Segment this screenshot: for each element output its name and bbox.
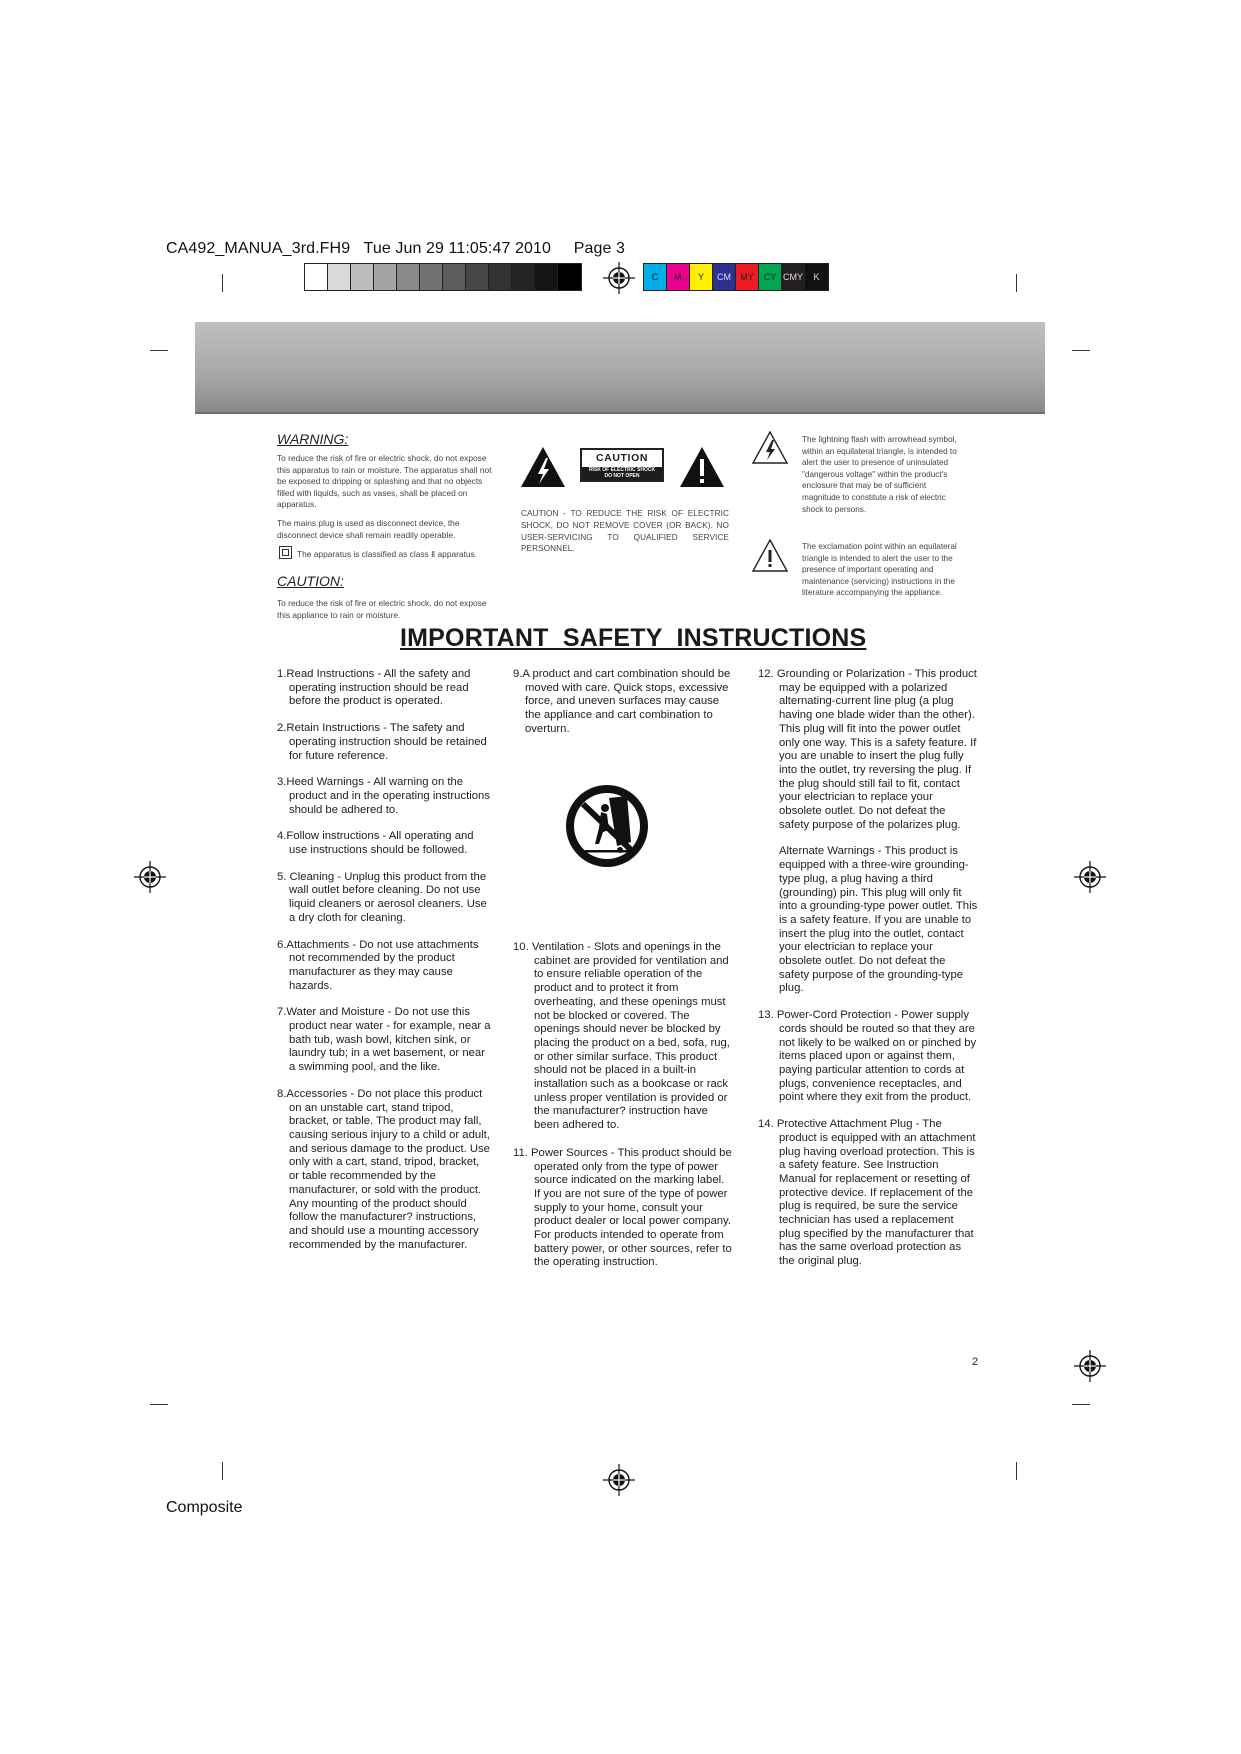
color-swatch: MY xyxy=(736,264,759,290)
print-slug-header: CA492_MANUA_3rd.FH9 Tue Jun 29 11:05:47 2010 Page 3 xyxy=(166,240,626,257)
grayscale-swatch xyxy=(443,264,466,290)
instruction-item-3: 3.Heed Warnings - All warning on the product and in the operating instructions should be adhered to. xyxy=(277,776,490,816)
instruction-item-9: 9.A product and cart combination should be moved with care. Quick stops, excessive force, and uneven surfaces may cause the appliance and cart combination to overturn. xyxy=(513,668,731,735)
instruction-item-1: 1.Read Instructions - All the safety and operating instruction should be read before the product is operated. xyxy=(277,668,471,708)
grayscale-swatch xyxy=(535,264,558,290)
caution-title: CAUTION: xyxy=(277,573,344,589)
class-ii-symbol-icon xyxy=(279,546,292,559)
instructions-column-3 xyxy=(758,668,978,1282)
header-banner xyxy=(195,322,1045,414)
crop-mark xyxy=(150,350,168,351)
crop-mark xyxy=(1016,1462,1017,1480)
registration-target-icon xyxy=(1074,1350,1106,1382)
grayscale-swatch xyxy=(328,264,351,290)
crop-mark xyxy=(1072,1404,1090,1405)
instruction-item-4: 4.Follow instructions - All operating and use instructions should be followed. xyxy=(277,830,474,857)
print-slug-footer: Composite xyxy=(166,1499,243,1516)
instruction-item-13: 13. Power-Cord Protection - Power supply cords should be routed so that they are not likely to be walked on or pinched by items placed upon or against them, paying particular attention to cords at plugs, convenience receptacles, and point where they exit from the product. xyxy=(758,1009,977,1104)
color-swatch: K xyxy=(805,264,828,290)
page-number: 2 xyxy=(972,1356,979,1368)
caution-label-title: CAUTION xyxy=(595,452,649,464)
exclamation-outline-triangle-icon xyxy=(752,539,788,572)
color-swatch: M xyxy=(667,264,690,290)
instruction-item-2: 2.Retain Instructions - The safety and operating instruction should be retained for future reference. xyxy=(277,722,487,762)
instruction-item-10: 10. Ventilation - Slots and openings in the cabinet are provided for ventilation and to ensure reliable operation of the product and to protect it from overheating, and these openings must not be blocked or covered. The openings should never be blocked by placing the product on a bed, sofa, rug, or other similar surface. This product should not be placed in a built-in installation such as a bookcase or rack unless proper ventilation is provided or the manufacturer? instruction have been adhered to. xyxy=(513,941,730,1132)
crop-mark xyxy=(222,274,223,292)
instruction-item-6: 6.Attachments - Do not use attachments not recommended by the product manufacturer as they may cause hazards. xyxy=(277,938,479,992)
instruction-item-11: 11. Power Sources - This product should be operated only from the type of power source indicated on the marking label. If you are not sure of the type of power supply to your home, consult your product dealer or local power company. For products intended to operate from battery power, or other sources, refer to the operating instruction. xyxy=(513,1146,732,1269)
page-title: IMPORTANT SAFETY INSTRUCTIONS xyxy=(400,624,867,652)
grayscale-swatch xyxy=(489,264,512,290)
instructions-column-2 xyxy=(513,668,733,750)
instruction-item-12: 12. Grounding or Polarization - This product may be equipped with a polarized alternating-current line plug (a plug having one blade wider than the other). This plug will fit into the power outlet only one way. This is a safety feature. If you are unable to insert the plug fully into the outlet, try reversing the plug. If the plug should still fail to fit, contact your electrician to replace your obsolete outlet. Do not defeat the safety purpose of the polarizes plug. xyxy=(758,668,977,831)
instructions-column-1 xyxy=(277,668,492,1265)
crop-mark xyxy=(1016,274,1017,292)
cart-tip-over-warning-icon xyxy=(565,784,649,868)
caution-label-line1: RISK OF ELECTRIC SHOCK xyxy=(588,467,656,473)
grayscale-bar xyxy=(304,263,582,291)
registration-target-icon xyxy=(603,1464,635,1496)
crop-mark xyxy=(222,1462,223,1480)
class-ii-text: The apparatus is classified as class Ⅱ apparatus. xyxy=(297,549,478,559)
grayscale-swatch xyxy=(420,264,443,290)
instruction-item-12-alternate: Alternate Warnings - This product is equipped with a three-wire grounding-type plug, a plug having a third (grounding) pin. This plug will only fit into a grounding-type power outlet. This is a safety feature. If you are unable to insert the plug into the outlet, contact your electrician to replace your obsolete outlet. Do not defeat the safety purpose of the grounding-type plug. xyxy=(779,845,978,995)
caution-label-text: CAUTION - TO REDUCE THE RISK OF ELECTRIC SHOCK, DO NOT REMOVE COVER (OR BACK). NO USER-SERVICING TO QUALIFIED SERVICE PERSONNEL. xyxy=(521,509,729,554)
color-swatch: Y xyxy=(690,264,713,290)
color-swatch: CMY xyxy=(782,264,805,290)
lightning-triangle-icon xyxy=(520,446,566,488)
caution-label-subtext xyxy=(582,467,662,480)
color-swatch: CM xyxy=(713,264,736,290)
exclamation-triangle-icon xyxy=(679,446,725,488)
instruction-item-7: 7.Water and Moisture - Do not use this product near water - for example, near a bath tub, wash bowl, kitchen sink, or laundry tub; in a wet basement, or near a swimming pool, and the like. xyxy=(277,1006,491,1074)
instruction-item-5: 5. Cleaning - Unplug this product from the wall outlet before cleaning. Do not use liquid cleaners or aerosol cleaners. Use a dry cloth for cleaning. xyxy=(277,870,487,924)
exclamation-symbol-text: The exclamation point within an equilateral triangle is intended to alert the user to the presence of important operating and maintenance (servicing) instructions in the literature accompanying the appliance. xyxy=(802,542,957,598)
color-swatch: C xyxy=(644,264,667,290)
grayscale-swatch xyxy=(397,264,420,290)
caution-text: To reduce the risk of fire or electric shock, do not expose this appliance to rain or moisture. xyxy=(277,598,487,620)
caution-label xyxy=(580,448,664,482)
registration-target-icon xyxy=(603,262,635,294)
registration-target-icon xyxy=(1074,861,1106,893)
instruction-item-14: 14. Protective Attachment Plug - The product is equipped with an attachment plug having overload protection. This is a safety feature. See Instruction Manual for replacement or resetting of protective device. If replacement of the plug is required, be sure the service technician has used a replacement plug specified by the manufacturer that has the same overload protection as the original plug. xyxy=(758,1118,976,1268)
lightning-symbol-text: The lightning flash with arrowhead symbol, within an equilateral triangle, is intended to alert the user to presence of uninsulated "dangerous voltage" within the product's enclosure that may be of sufficient magnitude to constitute a risk of electric shock to persons. xyxy=(802,435,957,514)
registration-target-icon xyxy=(134,861,166,893)
grayscale-swatch xyxy=(512,264,535,290)
color-swatch: CY xyxy=(759,264,782,290)
disconnect-text: The mains plug is used as disconnect device, the disconnect device shall remain readily operable. xyxy=(277,518,460,540)
instruction-item-8: 8.Accessories - Do not place this product on an unstable cart, stand tripod, bracket, or table. The product may fall, causing serious injury to a child or adult, and serious damage to the product. Use only with a cart, stand, tripod, bracket, or table recommended by the manufacturer, or sold with the product. Any mounting of the product should follow the manufacturer? instructions, and should use a mounting accessory recommended by the manufacturer. xyxy=(277,1087,490,1251)
grayscale-swatch xyxy=(558,264,581,290)
crop-mark xyxy=(150,1404,168,1405)
lightning-outline-triangle-icon xyxy=(752,431,788,464)
warning-title: WARNING: xyxy=(277,431,349,447)
color-bar xyxy=(643,263,829,291)
grayscale-swatch xyxy=(374,264,397,290)
crop-mark xyxy=(1072,350,1090,351)
caution-label-line2: DO NOT OPEN xyxy=(604,472,640,479)
instructions-column-2-lower xyxy=(513,941,733,1283)
grayscale-swatch xyxy=(466,264,489,290)
grayscale-swatch xyxy=(305,264,328,290)
warning-text: To reduce the risk of fire or electric shock, do not expose this apparatus to rain or moisture. The apparatus shall not be exposed to dripping or splashing and that no objects filled with liquids, such as vases, shall be placed on apparatus. xyxy=(277,453,492,510)
grayscale-swatch xyxy=(351,264,374,290)
